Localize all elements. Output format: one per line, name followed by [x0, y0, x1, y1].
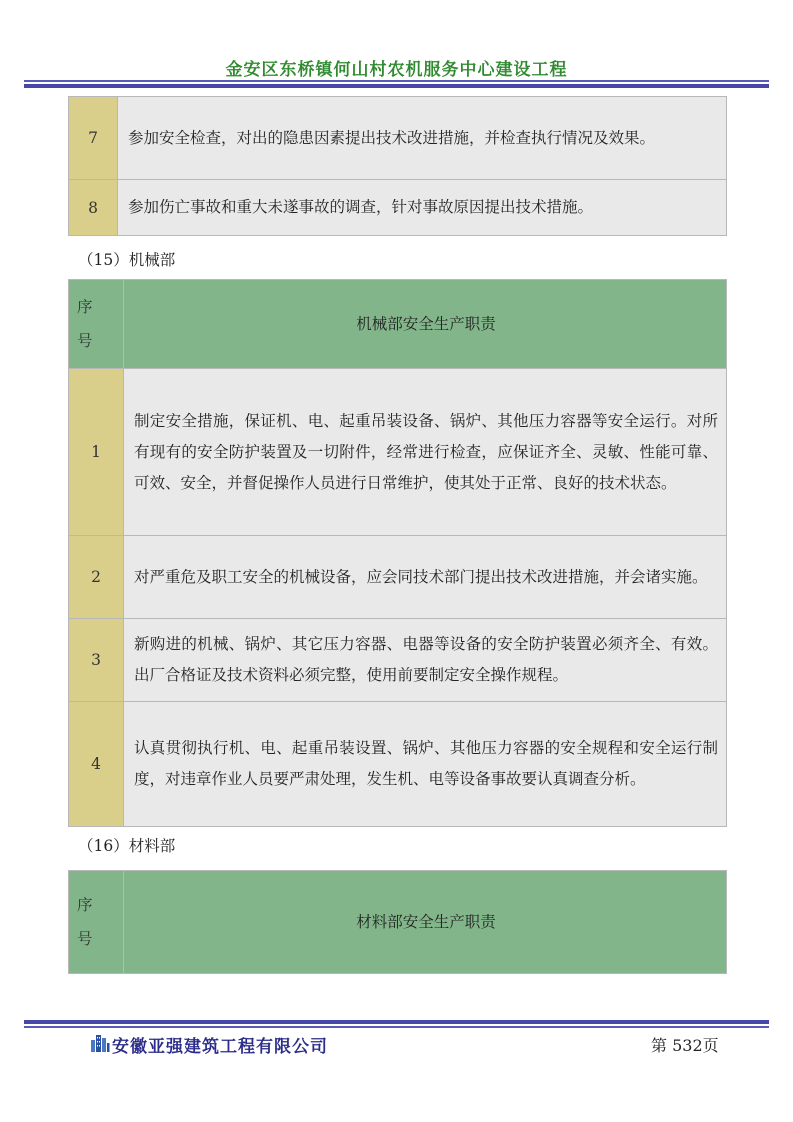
document-header-title: 金安区东桥镇何山村农机服务中心建设工程: [225, 60, 568, 80]
table-row: [69, 619, 727, 702]
row-number: 8: [69, 180, 118, 236]
header-serial-label: [69, 871, 124, 974]
table-header-row: [69, 280, 727, 369]
header-rule-thick: [24, 84, 769, 88]
header-serial-text: 序号: [77, 896, 93, 948]
table-row: [69, 536, 727, 619]
row-text: 认真贯彻执行机、电、起重吊装设置、锅炉、其他压力容器的安全规程和安全运行制度，对违章作业人员要严肃处理，发生机、电等设备事故要认真调查分析。: [124, 702, 727, 827]
table-header-row: [69, 871, 727, 974]
row-number: 2: [69, 536, 124, 619]
row-number: 4: [69, 702, 124, 827]
row-text: 参加伤亡事故和重大未遂事故的调查，针对事故原因提出技术措施。: [118, 180, 727, 236]
footer-company-name: 安徽亚强建筑工程有限公司: [112, 1037, 328, 1057]
row-text: 对严重危及职工安全的机械设备，应会同技术部门提出技术改进措施，并会诸实施。: [124, 536, 727, 619]
building-icon: [90, 1032, 110, 1052]
footer-rule-thick: [24, 1020, 769, 1024]
header-serial-label: [69, 280, 124, 369]
header-title: 材料部安全生产职责: [124, 871, 727, 974]
footer-rule-thin: [24, 1026, 769, 1028]
row-number: 1: [69, 369, 124, 536]
row-text: 参加安全检查，对出的隐患因素提出技术改进措施，并检查执行情况及效果。: [118, 97, 727, 180]
page-number: 第 532页: [651, 1036, 719, 1055]
row-number: 7: [69, 97, 118, 180]
table-row: [69, 180, 727, 236]
responsibility-table-continued: [68, 96, 727, 236]
table-row: [69, 97, 727, 180]
header-rule-thin: [24, 80, 769, 82]
row-text: 新购进的机械、锅炉、其它压力容器、电器等设备的安全防护装置必须齐全、有效。出厂合格证及技术资料必须完整，使用前要制定安全操作规程。: [124, 619, 727, 702]
header-title: 机械部安全生产职责: [124, 280, 727, 369]
materials-responsibility-table: [68, 870, 727, 974]
machinery-responsibility-table: [68, 279, 727, 827]
row-number: 3: [69, 619, 124, 702]
table-row: [69, 369, 727, 536]
row-text: 制定安全措施，保证机、电、起重吊装设备、锅炉、其他压力容器等安全运行。对所有现有的安全防护装置及一切附件，经常进行检查，应保证齐全、灵敏、性能可靠、可效、安全，并督促操作人员进行日常维护，使其处于正常、良好的技术状态。: [124, 369, 727, 536]
table-row: [69, 702, 727, 827]
section-heading-machinery: （15）机械部: [78, 251, 176, 269]
header-serial-text: 序号: [77, 298, 93, 350]
section-heading-materials: （16）材料部: [78, 837, 176, 855]
